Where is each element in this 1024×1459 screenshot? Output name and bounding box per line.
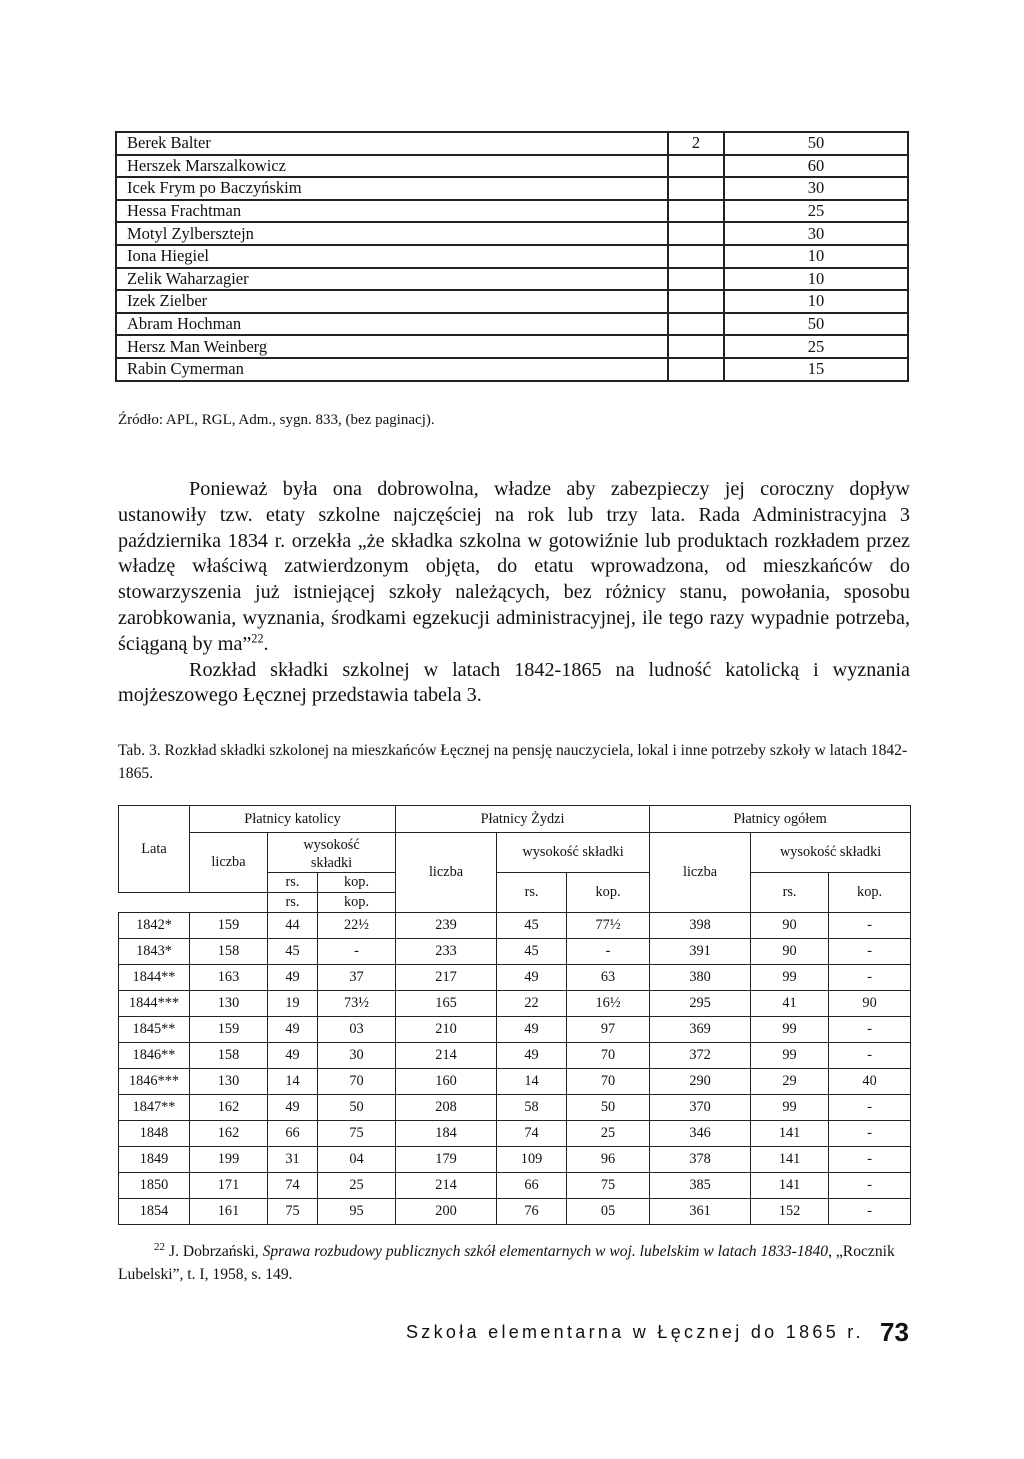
cell-katolicy-liczba: 159 — [190, 1017, 268, 1043]
donor-name: Rabin Cymerman — [116, 358, 668, 381]
cell-year: 1842* — [119, 913, 190, 939]
cell-year: 1849 — [119, 1147, 190, 1173]
donor-value-a — [668, 268, 724, 291]
table-row — [116, 268, 908, 291]
cell-katolicy-kop: 95 — [318, 1199, 396, 1225]
cell-ogolem-liczba: 369 — [650, 1017, 751, 1043]
donor-name: Icek Frym po Baczyńskim — [116, 177, 668, 200]
cell-ogolem-rs: 141 — [751, 1147, 829, 1173]
cell-ogolem-kop: - — [829, 1017, 911, 1043]
cell-ogolem-rs: 90 — [751, 939, 829, 965]
cell-katolicy-kop: 37 — [318, 965, 396, 991]
header-rs: rs. — [751, 873, 829, 913]
paragraph — [118, 477, 910, 658]
donor-name: Iona Hiegiel — [116, 245, 668, 268]
cell-ogolem-kop: - — [829, 965, 911, 991]
header-rs: rs. — [268, 873, 318, 893]
cell-ogolem-rs: 90 — [751, 913, 829, 939]
cell-katolicy-liczba: 161 — [190, 1199, 268, 1225]
header-zydzi: Płatnicy Żydzi — [396, 806, 650, 833]
cell-zydzi-rs: 22 — [497, 991, 567, 1017]
cell-zydzi-kop: 50 — [567, 1095, 650, 1121]
table-row — [116, 155, 908, 178]
header-ogolem: Płatnicy ogółem — [650, 806, 911, 833]
header-wysokosc: wysokość składki — [751, 833, 911, 873]
cell-ogolem-kop: - — [829, 913, 911, 939]
footnote-author: J. Dobrzański, — [169, 1243, 263, 1261]
donor-name: Berek Balter — [116, 132, 668, 155]
donor-value-b: 10 — [724, 245, 908, 268]
cell-katolicy-kop: 50 — [318, 1095, 396, 1121]
table-row — [119, 1173, 911, 1199]
cell-katolicy-kop: 70 — [318, 1069, 396, 1095]
cell-year: 1844** — [119, 965, 190, 991]
cell-katolicy-rs: 75 — [268, 1199, 318, 1225]
cell-katolicy-liczba: 158 — [190, 1043, 268, 1069]
header-kop: kop. — [829, 873, 911, 913]
donor-value-a — [668, 222, 724, 245]
cell-ogolem-kop: 40 — [829, 1069, 911, 1095]
cell-year: 1846*** — [119, 1069, 190, 1095]
cell-zydzi-rs: 66 — [497, 1173, 567, 1199]
cell-year: 1843* — [119, 939, 190, 965]
cell-ogolem-liczba: 290 — [650, 1069, 751, 1095]
cell-zydzi-rs: 109 — [497, 1147, 567, 1173]
footnote-rest: , „Rocznik Lubelski”, t. I, 1958, s. 149. — [118, 1243, 895, 1284]
cell-katolicy-kop: 30 — [318, 1043, 396, 1069]
table-row — [116, 177, 908, 200]
cell-katolicy-rs: 31 — [268, 1147, 318, 1173]
cell-katolicy-liczba: 130 — [190, 991, 268, 1017]
source-note: Źródło: APL, RGL, Adm., sygn. 833, (bez paginacj). — [118, 412, 435, 428]
cell-katolicy-rs: 49 — [268, 1043, 318, 1069]
cell-zydzi-kop: 25 — [567, 1121, 650, 1147]
cell-zydzi-rs: 14 — [497, 1069, 567, 1095]
contributions-table — [118, 805, 911, 1225]
donor-name: Hersz Man Weinberg — [116, 335, 668, 358]
cell-ogolem-liczba: 361 — [650, 1199, 751, 1225]
cell-zydzi-kop: 75 — [567, 1173, 650, 1199]
cell-zydzi-liczba: 233 — [396, 939, 497, 965]
header-rs: rs. — [268, 893, 318, 913]
running-head: Szkoła elementarna w Łęcznej do 1865 r. — [406, 1322, 864, 1342]
cell-zydzi-kop: 63 — [567, 965, 650, 991]
cell-zydzi-rs: 58 — [497, 1095, 567, 1121]
donor-value-b: 10 — [724, 290, 908, 313]
cell-ogolem-liczba: 372 — [650, 1043, 751, 1069]
donor-value-b: 30 — [724, 222, 908, 245]
cell-zydzi-liczba: 210 — [396, 1017, 497, 1043]
donor-name: Motyl Zylbersztejn — [116, 222, 668, 245]
cell-zydzi-kop: 70 — [567, 1069, 650, 1095]
cell-zydzi-kop: 96 — [567, 1147, 650, 1173]
cell-katolicy-kop: - — [318, 939, 396, 965]
table-row — [119, 1121, 911, 1147]
cell-ogolem-rs: 99 — [751, 1043, 829, 1069]
donor-name: Herszek Marszalkowicz — [116, 155, 668, 178]
cell-ogolem-rs: 99 — [751, 1095, 829, 1121]
cell-ogolem-liczba: 391 — [650, 939, 751, 965]
table-body — [119, 913, 911, 1225]
table-row — [119, 1199, 911, 1225]
cell-zydzi-kop: - — [567, 939, 650, 965]
cell-year: 1850 — [119, 1173, 190, 1199]
footnote-rule — [118, 1224, 314, 1225]
cell-zydzi-rs: 49 — [497, 1017, 567, 1043]
cell-zydzi-rs: 76 — [497, 1199, 567, 1225]
cell-ogolem-liczba: 295 — [650, 991, 751, 1017]
cell-zydzi-rs: 45 — [497, 913, 567, 939]
cell-ogolem-liczba: 370 — [650, 1095, 751, 1121]
cell-zydzi-kop: 77½ — [567, 913, 650, 939]
table-row — [119, 1069, 911, 1095]
table-row — [116, 290, 908, 313]
cell-ogolem-rs: 99 — [751, 1017, 829, 1043]
cell-year: 1847** — [119, 1095, 190, 1121]
cell-ogolem-rs: 141 — [751, 1173, 829, 1199]
donor-value-a — [668, 155, 724, 178]
header-wysokosc: wysokość składki — [497, 833, 650, 873]
cell-katolicy-liczba: 163 — [190, 965, 268, 991]
cell-katolicy-kop: 25 — [318, 1173, 396, 1199]
donor-name: Izek Zielber — [116, 290, 668, 313]
header-rs: rs. — [497, 873, 567, 913]
donor-name: Abram Hochman — [116, 313, 668, 336]
donor-value-a — [668, 290, 724, 313]
cell-katolicy-liczba: 130 — [190, 1069, 268, 1095]
table-row — [119, 965, 911, 991]
donor-value-b: 50 — [724, 132, 908, 155]
cell-katolicy-rs: 19 — [268, 991, 318, 1017]
cell-katolicy-rs: 14 — [268, 1069, 318, 1095]
cell-zydzi-rs: 74 — [497, 1121, 567, 1147]
cell-ogolem-rs: 29 — [751, 1069, 829, 1095]
cell-year: 1845** — [119, 1017, 190, 1043]
cell-katolicy-liczba: 159 — [190, 913, 268, 939]
table-row — [119, 939, 911, 965]
donor-name: Zelik Waharzagier — [116, 268, 668, 291]
spacer — [119, 893, 268, 913]
table-header — [119, 806, 911, 913]
cell-year: 1854 — [119, 1199, 190, 1225]
header-liczba: liczba — [650, 833, 751, 913]
cell-katolicy-kop: 75 — [318, 1121, 396, 1147]
cell-ogolem-kop: - — [829, 1095, 911, 1121]
cell-katolicy-rs: 49 — [268, 965, 318, 991]
cell-zydzi-liczba: 179 — [396, 1147, 497, 1173]
cell-zydzi-liczba: 165 — [396, 991, 497, 1017]
table-row — [116, 132, 908, 155]
cell-katolicy-rs: 49 — [268, 1017, 318, 1043]
cell-year: 1846** — [119, 1043, 190, 1069]
header-katolicy: Płatnicy katolicy — [190, 806, 396, 833]
cell-katolicy-liczba: 171 — [190, 1173, 268, 1199]
header-wysokosc-text: wysokość składki — [303, 836, 360, 871]
footnote-title: Sprawa rozbudowy publicznych szkół elementarnych w woj. lubelskim w latach 1833-1840 — [262, 1243, 829, 1261]
cell-year: 1844*** — [119, 991, 190, 1017]
donor-value-b: 25 — [724, 200, 908, 223]
header-wysokosc — [268, 833, 396, 873]
donors-table-body — [116, 132, 908, 381]
cell-ogolem-kop: - — [829, 1173, 911, 1199]
cell-zydzi-liczba: 214 — [396, 1173, 497, 1199]
donor-value-b: 25 — [724, 335, 908, 358]
donor-value-a: 2 — [668, 132, 724, 155]
donor-value-a — [668, 358, 724, 381]
cell-zydzi-liczba: 184 — [396, 1121, 497, 1147]
donor-value-a — [668, 313, 724, 336]
header-kop: kop. — [567, 873, 650, 913]
cell-ogolem-rs: 99 — [751, 965, 829, 991]
header-liczba: liczba — [190, 833, 268, 893]
donor-name: Hessa Frachtman — [116, 200, 668, 223]
cell-zydzi-liczba: 208 — [396, 1095, 497, 1121]
cell-ogolem-kop: - — [829, 1199, 911, 1225]
cell-ogolem-rs: 141 — [751, 1121, 829, 1147]
cell-ogolem-liczba: 346 — [650, 1121, 751, 1147]
donor-value-b: 50 — [724, 313, 908, 336]
paragraph: Rozkład składki szkolnej w latach 1842-1865 na ludność katolicką i wyznania mojżeszowego Łęcznej przedstawia tabela 3. — [118, 658, 910, 707]
paragraph-end: . — [263, 632, 269, 655]
cell-katolicy-rs: 74 — [268, 1173, 318, 1199]
cell-zydzi-kop: 16½ — [567, 991, 650, 1017]
table-row — [116, 335, 908, 358]
cell-zydzi-rs: 49 — [497, 1043, 567, 1069]
cell-zydzi-rs: 49 — [497, 965, 567, 991]
table-row — [119, 1017, 911, 1043]
header-kop: kop. — [318, 873, 396, 893]
cell-zydzi-liczba: 239 — [396, 913, 497, 939]
cell-katolicy-kop: 03 — [318, 1017, 396, 1043]
footnote — [118, 1236, 910, 1286]
table-row — [119, 1147, 911, 1173]
cell-ogolem-kop: - — [829, 939, 911, 965]
cell-ogolem-liczba: 398 — [650, 913, 751, 939]
paragraph-text: Ponieważ była ona dobrowolna, władze aby zabezpieczy jej coroczny dopływ ustanowiły tzw. etaty szkolne najczęściej na rok lub trzy lata. Rada Administracyjna 3 października 1834 r. orzekła „że składka szkolna w gotowiźnie lub produktach rozkładem przez władzę właściwą zatwierdzonym objęta, do etatu wprowadzona, od mieszkańców do stowarzyszenia już istniejącej szkoły należących, bez różnicy stanu, powołania, sposobu zarobkowania, wyznania, środkami egzekucji administracyjnej, ile tego razy wypadnie potrzeba, ściąganą by ma” — [118, 478, 910, 655]
cell-katolicy-rs: 45 — [268, 939, 318, 965]
header-lata: Lata — [119, 806, 190, 893]
footnote-number: 22 — [154, 1241, 165, 1253]
body-text — [118, 477, 910, 709]
cell-zydzi-rs: 45 — [497, 939, 567, 965]
table-row — [119, 991, 911, 1017]
donor-value-a — [668, 177, 724, 200]
cell-ogolem-liczba: 380 — [650, 965, 751, 991]
cell-katolicy-rs: 44 — [268, 913, 318, 939]
cell-ogolem-kop: 90 — [829, 991, 911, 1017]
header-liczba: liczba — [396, 833, 497, 913]
table-row — [116, 200, 908, 223]
cell-ogolem-kop: - — [829, 1043, 911, 1069]
donor-value-b: 60 — [724, 155, 908, 178]
table-row — [119, 1043, 911, 1069]
cell-zydzi-kop: 05 — [567, 1199, 650, 1225]
cell-katolicy-liczba: 162 — [190, 1121, 268, 1147]
cell-ogolem-rs: 152 — [751, 1199, 829, 1225]
donor-value-b: 15 — [724, 358, 908, 381]
header-kop: kop. — [318, 893, 396, 913]
cell-zydzi-liczba: 217 — [396, 965, 497, 991]
cell-katolicy-liczba: 162 — [190, 1095, 268, 1121]
table-row — [116, 245, 908, 268]
table-row — [116, 358, 908, 381]
footnote-ref: 22 — [251, 631, 264, 646]
cell-zydzi-liczba: 160 — [396, 1069, 497, 1095]
cell-ogolem-rs: 41 — [751, 991, 829, 1017]
donors-table — [115, 131, 909, 382]
cell-katolicy-liczba: 158 — [190, 939, 268, 965]
cell-year: 1848 — [119, 1121, 190, 1147]
cell-katolicy-liczba: 199 — [190, 1147, 268, 1173]
donor-value-a — [668, 200, 724, 223]
cell-katolicy-kop: 73½ — [318, 991, 396, 1017]
table-row — [116, 313, 908, 336]
cell-zydzi-kop: 70 — [567, 1043, 650, 1069]
cell-zydzi-liczba: 214 — [396, 1043, 497, 1069]
table-row — [116, 222, 908, 245]
donor-value-a — [668, 335, 724, 358]
cell-katolicy-rs: 49 — [268, 1095, 318, 1121]
cell-katolicy-kop: 04 — [318, 1147, 396, 1173]
cell-zydzi-kop: 97 — [567, 1017, 650, 1043]
cell-ogolem-liczba: 378 — [650, 1147, 751, 1173]
cell-ogolem-liczba: 385 — [650, 1173, 751, 1199]
page-number: 73 — [880, 1317, 909, 1347]
cell-ogolem-kop: - — [829, 1147, 911, 1173]
cell-ogolem-kop: - — [829, 1121, 911, 1147]
donor-value-b: 10 — [724, 268, 908, 291]
cell-katolicy-rs: 66 — [268, 1121, 318, 1147]
table-row — [119, 1095, 911, 1121]
cell-katolicy-kop: 22½ — [318, 913, 396, 939]
cell-zydzi-liczba: 200 — [396, 1199, 497, 1225]
table-caption: Tab. 3. Rozkład składki szkolonej na mieszkańców Łęcznej na pensję nauczyciela, lokal i inne potrzeby szkoły w latach 1842-1865. — [118, 742, 908, 782]
donor-value-b: 30 — [724, 177, 908, 200]
donor-value-a — [668, 245, 724, 268]
table-row — [119, 913, 911, 939]
